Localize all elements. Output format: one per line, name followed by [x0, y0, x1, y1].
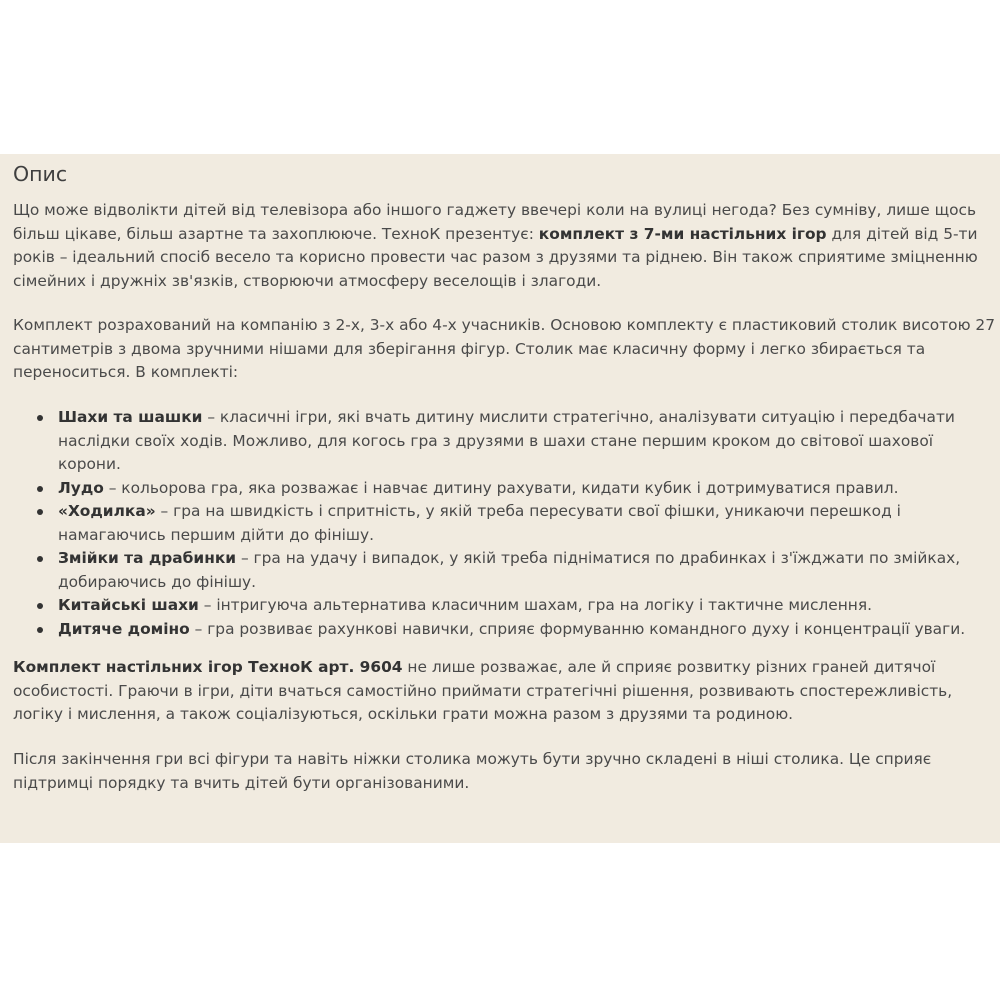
intro-line-4: сімейних і дружніх зв'язків, створюючи атмосферу веселощів і злагоди.: [13, 271, 602, 290]
composition-line-1: Комплект розрахований на компанію з 2-х, 3-х або 4-х учасників. Основою комплекту є пластиковий столик висотою 27: [13, 316, 996, 334]
benefits-line-1: [13, 656, 952, 680]
storage-paragraph: [13, 748, 931, 795]
games-list: [13, 406, 965, 641]
game-description: добираючись до фінішу.: [58, 572, 257, 591]
game-description: – гра розвиває рахункові навички, сприяє формуванню командного духу і концентрації уваги.: [189, 619, 966, 638]
game-description: – інтригуюча альтернатива класичним шахам, гра на логіку і тактичне мислення.: [198, 596, 872, 614]
composition-line-2: сантиметрів з двома зручними нішами для зберігання фігур. Столик має класичну форму і легко збирається та: [13, 339, 926, 358]
intro-paragraph: [13, 199, 978, 293]
game-description: наслідки своїх ходів. Можливо, для когось гра з друзями в шахи стане першим кроком до світової шахової: [58, 431, 934, 450]
storage-line-2: підтримці порядку та вчить дітей бути організованими.: [13, 773, 470, 792]
composition-paragraph: [13, 314, 995, 385]
game-name: Лудо: [58, 478, 104, 497]
game-description: – гра на швидкість і спритність, у якій треба пересувати свої фішки, уникаючи перешкод і: [155, 502, 901, 520]
benefits-paragraph: [13, 656, 952, 727]
game-description: – класичні ігри, які вчать дитину мислити стратегічно, аналізувати ситуацію і передбачати: [202, 408, 955, 426]
game-description: – гра на удачу і випадок, у якій треба підніматися по драбинках і з'їжджати по змійках,: [236, 549, 961, 567]
intro-text: для дітей від 5-ти: [826, 224, 978, 243]
bullet-icon: [37, 509, 43, 515]
storage-line-1: Після закінчення гри всі фігури та навіть ніжки столика можуть бути зручно складені в ніші столика. Це сприяє: [13, 750, 932, 768]
description-panel: [0, 154, 1000, 843]
composition-line-3: переноситься. В комплекті:: [13, 363, 239, 381]
list-item: [13, 547, 965, 594]
bullet-icon: [37, 415, 43, 421]
intro-line-1: Що може відволікти дітей від телевізора або іншого гаджету ввечері коли на вулиці негода? Без сумніву, лише щось: [13, 201, 977, 219]
list-item: [13, 500, 965, 547]
list-item: [13, 618, 965, 642]
list-item: [13, 406, 965, 477]
game-description: – кольорова гра, яка розважає і навчає дитину рахувати, кидати кубик і дотримуватися правил.: [103, 478, 899, 497]
bullet-icon: [37, 627, 43, 633]
list-item: [13, 477, 965, 501]
game-name: Змійки та драбинки: [58, 549, 237, 567]
benefits-line-3: логіку і мислення, а також соціалізуються, оскільки грати можна разом з друзями та родиною.: [13, 705, 794, 723]
intro-highlight: комплект з 7-ми настільних ігор: [538, 224, 827, 243]
game-name: Дитяче доміно: [58, 619, 190, 638]
bullet-icon: [37, 603, 43, 609]
game-description: корони.: [58, 455, 121, 473]
benefits-line-2: особистості. Граючи в ігри, діти вчаться самостійно приймати стратегічні рішення, розвивають спостережливість,: [13, 681, 953, 700]
bullet-icon: [37, 486, 43, 492]
game-name: Шахи та шашки: [58, 408, 203, 426]
benefits-highlight: Комплект настільних ігор ТехноК арт. 9604: [13, 658, 403, 676]
game-description: намагаючись першим дійти до фінішу.: [58, 525, 375, 544]
benefits-text: не лише розважає, але й сприяє розвитку різних граней дитячої: [402, 658, 936, 676]
game-name: «Ходилка»: [58, 502, 156, 520]
list-item: [13, 594, 965, 618]
intro-text: більш цікаве, більш азартне та захоплююче. ТехноК презентує:: [13, 224, 539, 243]
bullet-icon: [37, 556, 43, 562]
section-title: Опис: [13, 162, 68, 186]
game-name: Китайські шахи: [58, 596, 199, 614]
intro-line-3: років – ідеальний спосіб весело та корисно провести час разом з друзями та ріднею. Він також сприятиме зміцненню: [13, 248, 978, 266]
intro-line-2: [13, 223, 978, 247]
